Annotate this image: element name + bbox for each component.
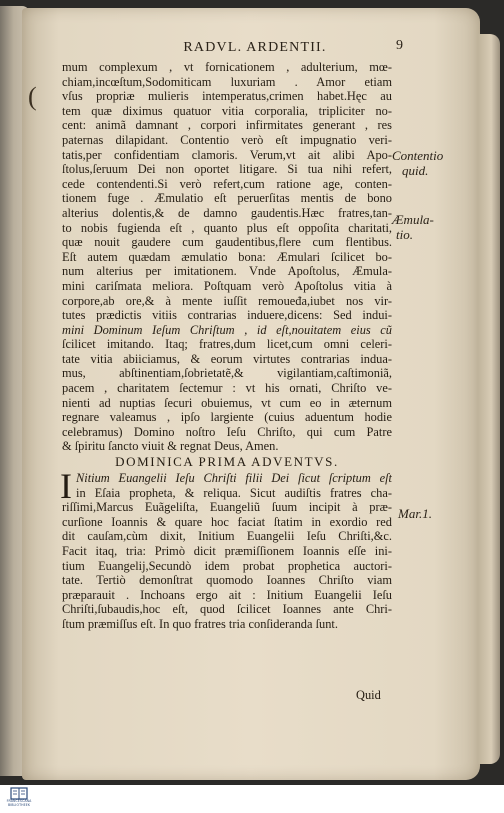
text-line: Eſt autem quædam æmulatio bona: Æmulari ſcilicet bo- — [62, 249, 392, 264]
text-line: curſione Ioannis & quare hoc faciat ſtatim in exordio red — [62, 514, 392, 529]
text-line: tem quæ diximus quatuor vitia corporalia, tripliciter no- — [62, 103, 392, 118]
text-line: num alterius per imitationem. Vnde Apoſtolus, Æmula- — [62, 264, 392, 279]
margin-note-line: Mar.1. — [398, 506, 432, 521]
text-line: corpore,ab ore,& à mente iuſſit remoueđa,iubet nos vir- — [62, 293, 392, 308]
text-line: regnare valeamus , ipſo largiente (cuius aduentum hodie — [62, 410, 392, 425]
text-line: celebramus) Domino noſtro Ieſu Chriſto, qui cum Patre — [62, 424, 392, 439]
library-logo-icon — [10, 786, 28, 800]
text-line: Chriſti,ſubaudis,hoc eſt, quod ſcilicet Ioannes ante Chri- — [62, 602, 392, 617]
text-line: Nitium Euangelii Ieſu Chriſti filii Dei ſicut ſcriptum eſt — [76, 471, 392, 486]
margin-note-line: tio. — [396, 227, 413, 242]
text-line: paternas dilapidant. Contentio verò eſt impugnatio veri- — [62, 132, 392, 147]
main-text-block — [62, 60, 392, 632]
text-line: ſtolus,ſeruum Dei non oportet litigare. Si tua nihi refert, — [62, 162, 392, 177]
text-line: mum complexum , vt fornicationem , adulterium, mœ- — [62, 60, 392, 74]
text-line: tionem fuge . Æmulatio eſt peruerſitas mentis de bono — [62, 191, 392, 206]
catchword: Quid — [356, 688, 381, 702]
margin-note-marc — [398, 506, 432, 521]
text-line: tatis,per confidentiam clamoris. Verum,vt ait alibi Apo- — [62, 147, 392, 162]
text-line: cede contendenti.Si verò refert,cum ratione age, conten- — [62, 176, 392, 191]
text-line: nienti ad nuptias ſecuri obuiemus, vt cum eo in æternum — [62, 395, 392, 410]
section-heading: DOMINICA PRIMA ADVENTVS. — [115, 454, 339, 470]
library-logo-line: BIBLIOTHEEK — [7, 802, 31, 807]
text-line: tium Euangelij,Secundò idem probat prophetica auctori- — [62, 558, 392, 573]
margin-note-line: quid. — [402, 163, 429, 178]
right-page-stack — [478, 34, 500, 764]
library-logo-line: FRANCESCANA — [6, 799, 32, 803]
library-logo — [6, 786, 32, 811]
margin-note-line: Æmula- — [392, 212, 434, 227]
text-line: tate vitia abiiciamus, & eorum virtutes contrarias indua- — [62, 351, 392, 366]
text-line: tutes prædictis vitiis contrarias induere,dicens: Sed indui- — [62, 308, 392, 323]
ink-bracket-mark: ( — [28, 82, 37, 111]
text-line: pacem , charitatem ſectemur : vt his ornati, Chriſto ve- — [62, 381, 392, 396]
paragraph-sermon-end — [62, 60, 392, 454]
text-line: ſtum præmiſſus eſt. In quo fratres tria conſideranda ſunt. — [62, 616, 338, 631]
text-line: chiam,incœſtum,Sodomiticam luxuriam . Amor etiam — [62, 74, 392, 89]
text-line: Facit itaq, tria: Primò dicit præmiſſionem Ioannis eſſe ini- — [62, 544, 392, 558]
text-line: mini cariſmata meliora. Poſtquam verò Apoſtolus vitia à — [62, 278, 392, 293]
text-line: præparauit . Inchoans ergo ait : Initium Euangelii Ieſu — [62, 587, 392, 602]
text-line: cent: animã damnant , corpori infirmitates generant , res — [62, 118, 392, 133]
text-line: tate. Tertiò demonſtrat quomodo Ioannes Chriſto viam — [62, 573, 392, 588]
text-line: to nobis fugienda eſt , quanto plus eſt oppoſita charitati, — [62, 220, 392, 235]
running-head: RADVL. ARDENTII. — [183, 40, 327, 55]
text-line: vſus propriæ mulieris intemperatus,crimen habet.Hęc au — [62, 89, 392, 104]
text-line: dit cauſam,cùm dixit, Initium Euangelii Ieſu Chriſti,&c. — [62, 529, 392, 544]
page-number: 9 — [396, 38, 403, 53]
text-line: in Eſaia propheta, & reliqua. Sicut audiſtis fratres cha- — [76, 485, 392, 500]
margin-note-line: Contentio — [392, 148, 444, 163]
margin-note-contentio — [392, 148, 443, 178]
text-line: mini Dominum Ieſum Chriſtum , id eſt,nouitatem eius cũ — [62, 322, 392, 337]
margin-note-aemulatio — [392, 212, 434, 242]
text-line: riſſimi,Marcus Euãgeliſta, Euangeliũ ſuum incipit à præ- — [62, 500, 392, 515]
paragraph-advent — [60, 466, 392, 632]
text-line: quæ nouit gaudere cum gaudentibus,flere cum flentibus. — [62, 235, 392, 250]
text-line: & ſpiritu ſancto viuit & regnat Deus, Amen. — [62, 439, 279, 454]
text-line: ſcilicet imitando. Itaq; fratres,dum licet,cum omni celeri- — [62, 337, 392, 352]
drop-capital: I — [60, 466, 72, 507]
text-line: mus, abſtinentiam,ſobrietatẽ,& vigilantiam,caſtimoniã, — [62, 366, 392, 381]
text-line: alterius dolentis,& de damno gaudentis.Hæc fratres,tan- — [62, 205, 392, 220]
